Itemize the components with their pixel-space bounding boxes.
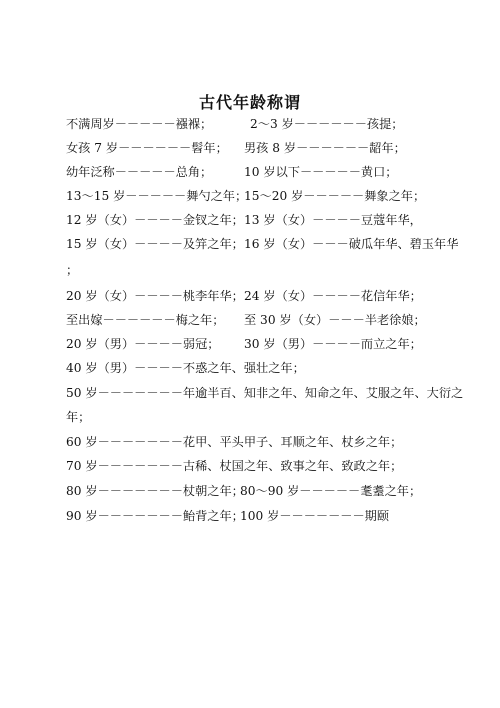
row-right-text: 男孩 8 岁－－－－－－龆年； bbox=[244, 141, 406, 155]
row-left-text: 20 岁（男）－－－－弱冠； bbox=[66, 337, 220, 351]
row-left-text: 幼年泛称－－－－－总角； bbox=[66, 165, 213, 179]
row-right-text: 80～90 岁－－－－－耄耋之年； bbox=[240, 484, 422, 498]
row-left-text: 不满周岁－－－－－襁褓； bbox=[66, 117, 213, 131]
row-left-text: 40 岁（男）－－－－不惑之年、强壮之年； bbox=[66, 361, 305, 375]
row-right-text: 24 岁（女）－－－－花信年华； bbox=[244, 289, 422, 303]
row-right-text: 16 岁（女）－－－破瓜年华、碧玉年华 bbox=[244, 237, 459, 251]
row-right-text: 13 岁（女）－－－－豆蔻年华， bbox=[244, 213, 422, 227]
row-left-text: 70 岁－－－－－－－古稀、杖国之年、致事之年、致政之年； bbox=[66, 459, 403, 473]
row-left-text: 50 岁－－－－－－－年逾半百、知非之年、知命之年、艾服之年、大衍之 bbox=[66, 386, 464, 400]
row-left-text: 女孩 7 岁－－－－－－髫年； bbox=[66, 141, 228, 155]
row-left-text: 90 岁－－－－－－－鲐背之年； bbox=[66, 509, 244, 523]
row-left-text: 年； bbox=[66, 410, 91, 424]
row-left-text: 12 岁（女）－－－－金钗之年； bbox=[66, 213, 244, 227]
row-right-text: 10 岁以下－－－－－黄口； bbox=[244, 165, 398, 179]
row-left-text: 至出嫁－－－－－－梅之年； bbox=[66, 313, 225, 327]
row-left-text: 15 岁（女）－－－－及笄之年； bbox=[66, 237, 244, 251]
row-left-text: 20 岁（女）－－－－桃李年华； bbox=[66, 289, 244, 303]
row-right-text: 至 30 岁（女）－－－半老徐娘； bbox=[244, 313, 426, 327]
row-right-text: 100 岁－－－－－－－期颐 bbox=[240, 509, 390, 523]
document-title: 古代年龄称谓 bbox=[198, 93, 301, 112]
row-right-text: 15～20 岁－－－－－舞象之年； bbox=[244, 189, 426, 203]
row-right-text: 2～3 岁－－－－－－孩提； bbox=[250, 117, 404, 131]
row-left-text: ； bbox=[66, 263, 79, 277]
row-left-text: 13～15 岁－－－－－舞勺之年； bbox=[66, 189, 248, 203]
row-left-text: 60 岁－－－－－－－花甲、平头甲子、耳顺之年、杖乡之年； bbox=[66, 435, 403, 449]
row-right-text: 30 岁（男）－－－－而立之年； bbox=[244, 337, 422, 351]
row-left-text: 80 岁－－－－－－－杖朝之年； bbox=[66, 484, 244, 498]
